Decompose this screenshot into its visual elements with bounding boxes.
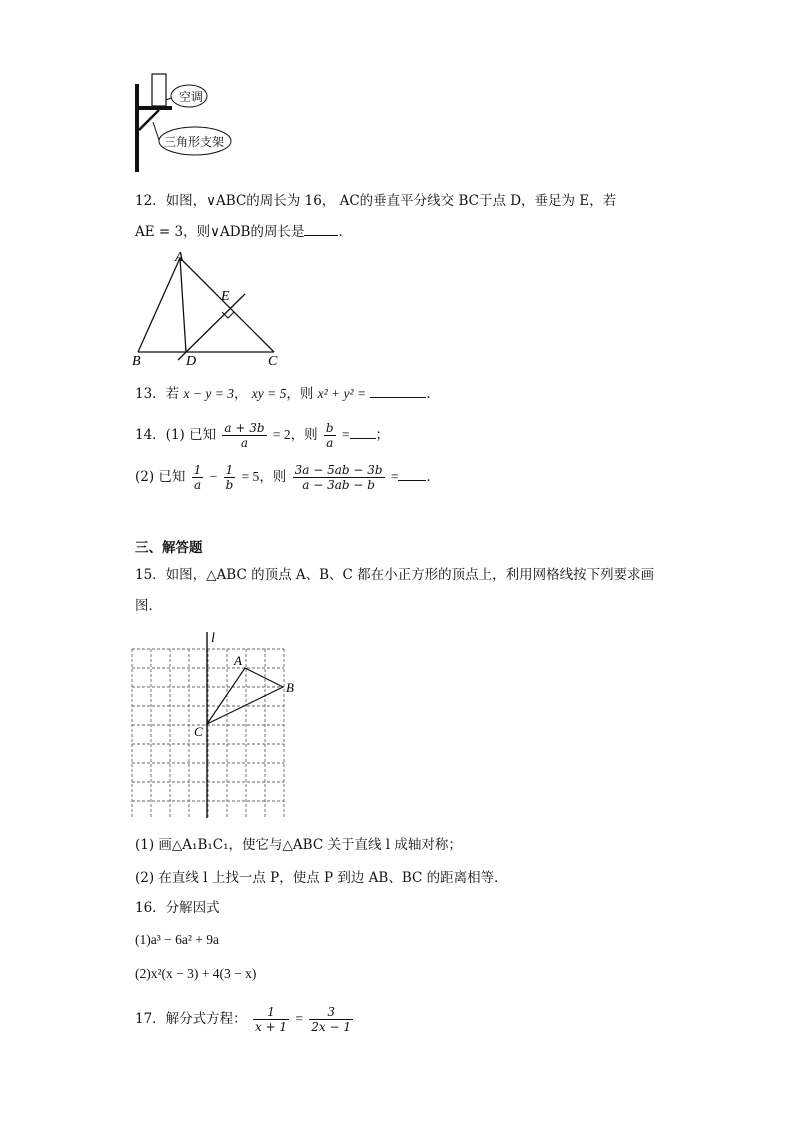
q17	[135, 1002, 355, 1036]
q12-line1: 12．如图，∨ABC的周长为 16， AC的垂直平分线交 BC于点 D，垂足为 E，若	[135, 193, 617, 209]
q14-p2-then: ，则	[259, 469, 287, 485]
q13-mid: ，则	[286, 386, 314, 402]
q12-label-E: E	[221, 289, 230, 304]
q14-p2-big-fraction: $\frac{3a - 5ab - 3b}{a - 3ab - b}$	[294, 463, 383, 492]
q12-answer-blank[interactable]	[304, 223, 338, 236]
q14-p2-eq: = 5	[241, 469, 260, 484]
q15-grid-figure	[128, 628, 304, 818]
q12-triangle-figure	[128, 250, 288, 370]
q17-prefix: 17．解分式方程：	[135, 1011, 247, 1027]
q12-line2-text: AE = 3，则∨ADB的周长是	[135, 224, 305, 240]
q15-sub1: (1) 画△A₁B₁C₁，使它与△ABC 关于直线 l 成轴对称；	[135, 837, 462, 853]
q12-label-D: D	[186, 354, 197, 369]
bracket-label: 三角形支架	[164, 135, 225, 149]
q12-label-B: B	[132, 354, 141, 369]
q12-line2	[135, 222, 352, 242]
q14-p1-fraction2: $\frac{b}{a}$	[325, 421, 334, 450]
q12-label-A: A	[175, 250, 184, 265]
q13-sep: ，	[233, 386, 248, 402]
q14-part1	[135, 420, 389, 450]
wall	[135, 84, 139, 172]
q15-line2: 图．	[135, 598, 162, 614]
triangle-abc	[207, 668, 283, 724]
section-title: 三、解答题	[135, 540, 203, 556]
q16-part2: (2)x²(x − 3) + 4(3 − x)	[135, 966, 257, 981]
q17-left-fraction: $\frac{1}{x + 1}$	[254, 1005, 288, 1034]
q16-title: 16．分解因式	[135, 900, 220, 916]
q14-p2-minus: −	[209, 469, 218, 484]
ac-unit	[152, 74, 166, 106]
q12-label-C: C	[268, 354, 278, 369]
bracket-diagonal	[139, 110, 159, 130]
q12-line2-end: ．	[338, 224, 352, 240]
ac-bracket-figure	[125, 70, 240, 176]
q14-p2-frac-1b: $\frac{1}{b}$	[225, 463, 234, 492]
q15-sub2: (2) 在直线 l 上找一点 P，使点 P 到边 AB、BC 的距离相等．	[135, 870, 508, 886]
q15-line1: 15．如图，△ABC 的顶点 A、B、C 都在小正方形的顶点上，利用网格线按下列要求画	[135, 567, 655, 583]
q16-part1: (1)a³ − 6a² + 9a	[135, 932, 220, 947]
q13-answer-blank[interactable]	[370, 385, 426, 398]
q14-p2-prefix: (2) 已知	[135, 469, 186, 485]
q14-p1-end: ；	[375, 427, 389, 443]
q14-p1-answer-blank[interactable]	[350, 426, 376, 439]
q14-p1-eq: = 2	[272, 427, 291, 442]
q14-part2	[135, 462, 440, 492]
q14-p1-fraction: $\frac{a + 3b}{a}$	[224, 421, 265, 450]
q14-p2-answer-blank[interactable]	[398, 468, 426, 481]
ac-label: 空调	[179, 90, 204, 104]
q14-p2-end: ．	[426, 469, 440, 485]
q17-eq: =	[295, 1011, 303, 1026]
q15-label-C: C	[194, 724, 203, 739]
q17-right-fraction: $\frac{3}{2x - 1}$	[311, 1005, 352, 1034]
bracket-top	[139, 106, 172, 110]
q13-cond2: xy = 5	[251, 386, 287, 401]
q13-expr: x² + y² =	[317, 386, 367, 401]
q14-p1-prefix: 14．(1) 已知	[135, 427, 217, 443]
q15-label-B: B	[286, 680, 294, 695]
q15-label-A: A	[234, 653, 242, 668]
q14-p2-frac-1a: $\frac{1}{a}$	[193, 463, 202, 492]
q14-p1-then: ，则	[290, 427, 318, 443]
q13	[135, 384, 440, 404]
q14-p2-eq2: =	[390, 469, 399, 484]
q13-end: ．	[426, 386, 440, 402]
q13-cond1: x − y = 3	[183, 386, 234, 401]
q13-prefix: 13．若	[135, 386, 180, 402]
q15-label-l: l	[211, 631, 215, 646]
q14-p1-eq2: =	[341, 427, 350, 442]
